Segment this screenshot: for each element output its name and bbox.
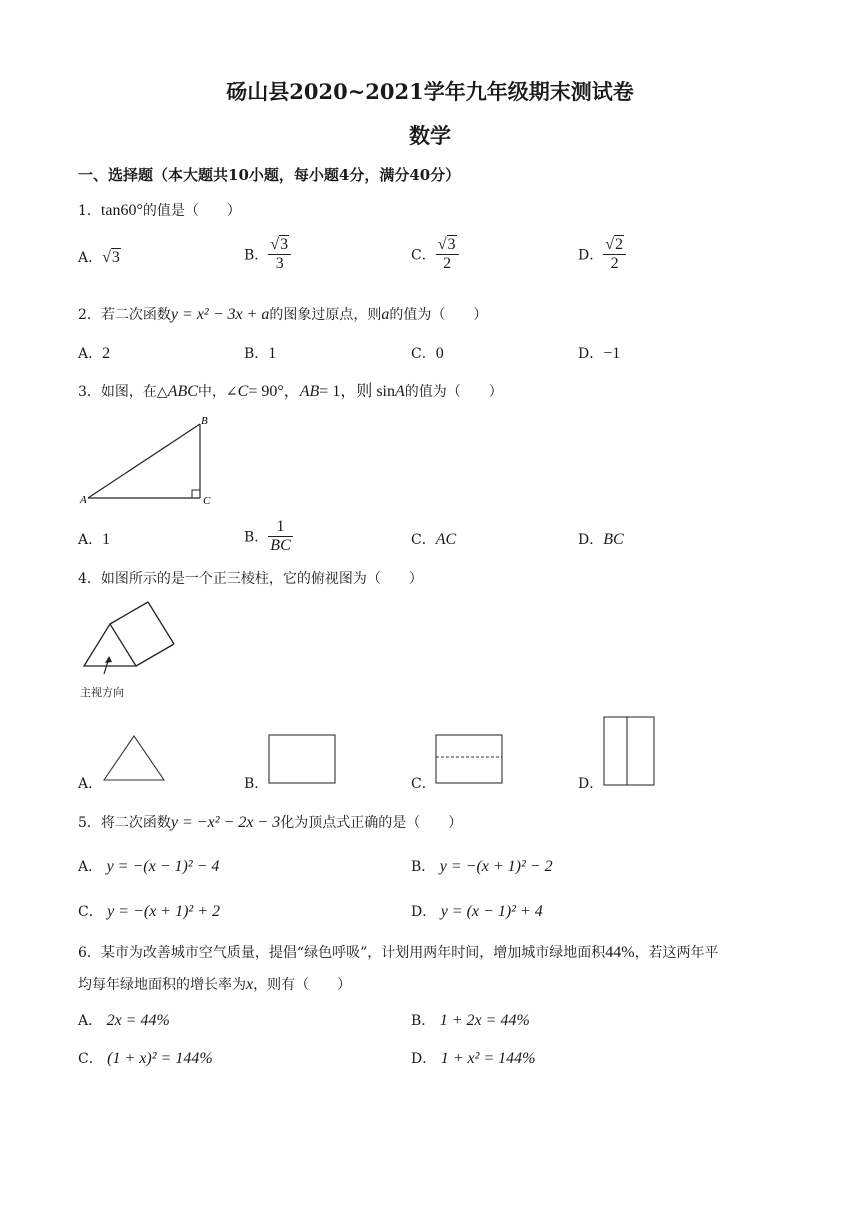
option-d-rectangle-split xyxy=(603,716,657,788)
option-letter: B． xyxy=(244,247,269,264)
q4-option-a[interactable]: A． xyxy=(78,776,103,792)
q3-option-d[interactable]: D．BC xyxy=(578,531,624,548)
vertex-b-label: B xyxy=(201,415,208,427)
right-triangle-figure xyxy=(80,412,220,512)
question-2-var: a xyxy=(381,306,390,323)
fraction: $\frac{√3}{2}$ xyxy=(436,236,459,273)
option-letter: D． xyxy=(578,247,604,264)
q2-option-a[interactable]: A．2 xyxy=(78,345,111,362)
option-letter: A． xyxy=(78,250,103,266)
option-c-rectangle-dashed xyxy=(435,734,505,786)
question-6-line-1: 6．某市为改善城市空气质量，提倡“绿色呼吸”，计划用两年时间，增加城市绿地面积44%，若这两年平 xyxy=(78,944,719,961)
q4-option-c[interactable]: C． xyxy=(411,776,436,792)
section-heading: 一、选择题（本大题共10小题，每小题4分，满分40分） xyxy=(78,166,461,184)
q2-option-d[interactable]: D．−1 xyxy=(578,345,621,362)
q2-option-b[interactable]: B．1 xyxy=(244,345,277,362)
q1-option-d[interactable] xyxy=(578,236,626,273)
fraction: $\frac{√3}{3}$ xyxy=(268,236,291,273)
q1-option-a[interactable] xyxy=(78,247,121,267)
q6-option-d[interactable]: D． 1 + x² = 144% xyxy=(411,1050,536,1067)
question-3: 3．如图，在△ABC中，∠C= 90°，AB= 1，则 sinA的值为（ ） xyxy=(78,383,503,400)
question-5: 5．将二次函数y = −x² − 2x − 3化为顶点式正确的是（ ） xyxy=(78,814,463,831)
option-b-rectangle xyxy=(268,734,338,786)
sqrt-expression: √3 xyxy=(102,249,120,266)
q1-option-b[interactable] xyxy=(244,236,291,273)
q5-option-d[interactable]: D． y = (x − 1)² + 4 xyxy=(411,903,543,920)
q3-option-a[interactable]: A．1 xyxy=(78,531,111,548)
q6-option-b[interactable]: B． 1 + 2x = 44% xyxy=(411,1012,530,1029)
page-title: 砀山县2020~2021学年九年级期末测试卷 xyxy=(226,79,634,104)
vertex-c-label: C xyxy=(203,495,211,507)
q2-option-c[interactable]: C．0 xyxy=(411,345,444,362)
q5-option-a[interactable]: A． y = −(x − 1)² − 4 xyxy=(78,858,220,875)
question-6-line-2: 均每年绿地面积的增长率为x，则有（ ） xyxy=(78,976,352,993)
question-1-text: 的值是（ ） xyxy=(142,203,241,219)
vertex-a-label: A xyxy=(80,494,87,506)
question-1-number: 1． xyxy=(78,203,101,219)
question-4: 4．如图所示的是一个正三棱柱，它的俯视图为（ ） xyxy=(78,571,423,587)
q6-option-c[interactable]: C． (1 + x)² = 144% xyxy=(78,1050,213,1067)
triangular-prism-figure xyxy=(80,600,180,672)
q1-option-c[interactable] xyxy=(411,236,459,273)
question-2 xyxy=(78,304,487,324)
q3-option-b[interactable]: B． $\frac{1}{BC}$ xyxy=(244,518,291,554)
q5-option-b[interactable]: B． y = −(x + 1)² − 2 xyxy=(411,858,553,875)
q5-option-c[interactable]: C． y = −(x + 1)² + 2 xyxy=(78,903,221,920)
option-letter: C． xyxy=(411,247,436,264)
question-2-text: 2．若二次函数 xyxy=(78,307,171,323)
q4-option-d[interactable]: D． xyxy=(578,776,604,792)
question-1 xyxy=(78,200,241,220)
view-direction-caption: 主视方向 xyxy=(80,686,124,699)
fraction: $\frac{√2}{2}$ xyxy=(603,236,626,273)
question-2-text-end: 的值为（ ） xyxy=(389,307,488,323)
q3-option-c[interactable]: C．AC xyxy=(411,531,457,548)
q6-option-a[interactable]: A． 2x = 44% xyxy=(78,1012,170,1029)
question-2-text-mid: 的图象过原点，则 xyxy=(269,307,382,323)
subject-title: 数学 xyxy=(409,123,451,148)
option-a-triangle xyxy=(100,734,170,784)
q4-option-b[interactable]: B． xyxy=(244,776,269,792)
question-2-math: y = x² − 3x + a xyxy=(170,306,270,323)
question-1-math: tan60° xyxy=(100,202,143,219)
